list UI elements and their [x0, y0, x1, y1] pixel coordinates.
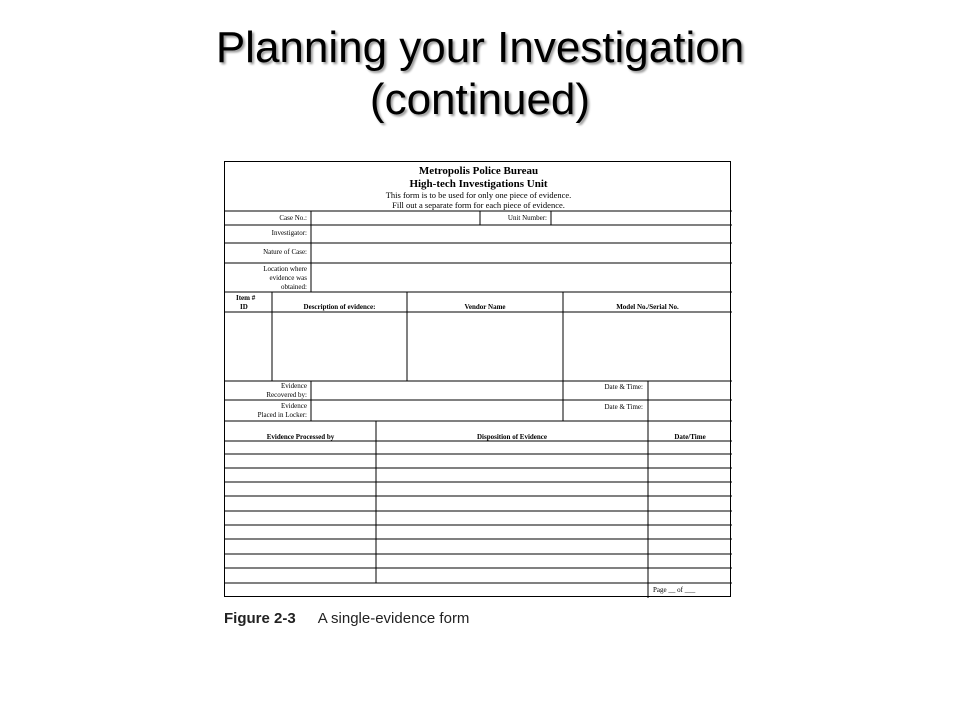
form-org-name: Metropolis Police Bureau [418, 165, 539, 177]
figure-caption-label: Figure 2-3 [224, 610, 296, 627]
location-label-1: Location where [263, 265, 307, 273]
form-unit-name: High-tech Investigations Unit [409, 178, 548, 190]
investigator-label: Investigator: [271, 229, 307, 237]
locker-label-1: Evidence [280, 402, 307, 410]
model-serial-label: Model No./Serial No. [616, 303, 679, 311]
unit-number-label: Unit Number: [507, 214, 547, 222]
slide-title-line-2: (continued) [369, 75, 591, 124]
description-label: Description of evidence: [303, 303, 376, 311]
date-time-label-1: Date & Time: [604, 383, 643, 391]
form-grid-lines [225, 162, 732, 598]
date-time-label-2: Date & Time: [604, 403, 643, 411]
figure-caption-text: A single-evidence form [317, 610, 470, 627]
evidence-form [224, 161, 731, 597]
slide-title [0, 22, 960, 126]
nature-of-case-label: Nature of Case: [263, 248, 307, 256]
location-label-3: obtained: [280, 283, 307, 291]
figure-caption [224, 610, 469, 627]
page-number-label: Page __ of ___ [653, 586, 696, 594]
form-instruction-1: This form is to be used for only one piece of evidence. [385, 190, 572, 200]
vendor-name-label: Vendor Name [464, 303, 506, 311]
locker-label-2: Placed in Locker: [257, 411, 307, 419]
location-label-2: evidence was [269, 274, 307, 282]
case-no-label: Case No.: [279, 214, 307, 222]
date-time-column-label: Date/Time [674, 433, 706, 441]
recovered-label-2: Recovered by: [266, 391, 307, 399]
slide-title-line-1: Planning your Investigation [215, 23, 745, 72]
disposition-label: Disposition of Evidence [476, 433, 547, 441]
item-id-label-2: ID [240, 303, 248, 311]
item-id-label-1: Item # [236, 294, 256, 302]
recovered-label-1: Evidence [280, 382, 307, 390]
form-instruction-2: Fill out a separate form for each piece of evidence. [392, 200, 565, 210]
processed-by-label: Evidence Processed by [266, 433, 335, 441]
